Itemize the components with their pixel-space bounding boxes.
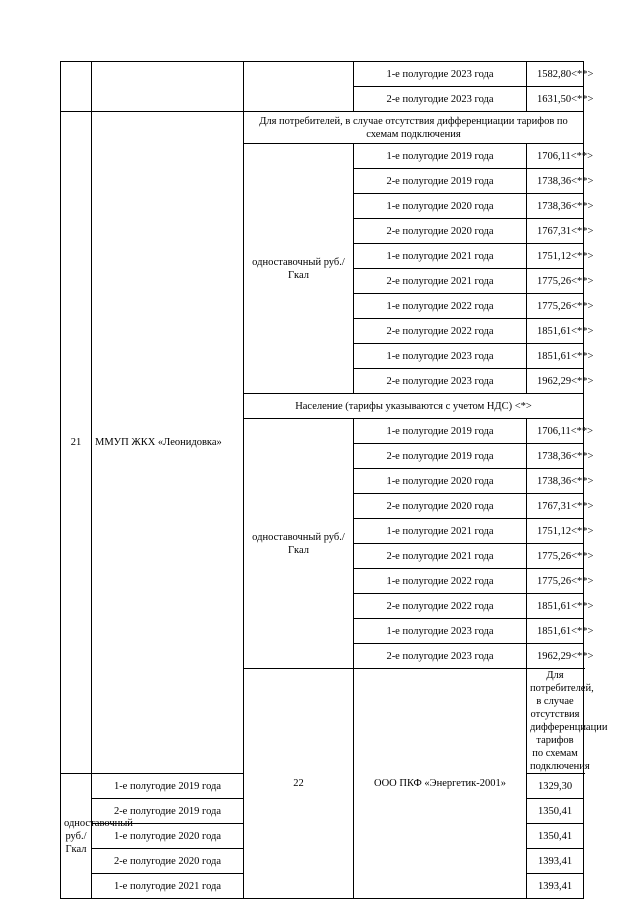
value-cell: 1962,29<**>: [527, 644, 584, 669]
value-cell: 1851,61<**>: [527, 594, 584, 619]
table-row: [61, 62, 584, 87]
prev-num-cell: [61, 62, 92, 112]
period-cell: 2-е полугодие 2020 года: [92, 849, 244, 874]
prev-name-cell: [92, 62, 244, 112]
period-cell: 2-е полугодие 2021 года: [354, 269, 527, 294]
section-header: Для потребителей, в случае отсутствия дифференциации тарифов по схемам подключения: [527, 669, 584, 774]
value-cell: 1775,26<**>: [527, 294, 584, 319]
period-cell: 1-е полугодие 2021 года: [92, 874, 244, 899]
period-cell: 2-е полугодие 2023 года: [354, 644, 527, 669]
period-cell: 1-е полугодие 2020 года: [92, 824, 244, 849]
value-cell: 1751,12<**>: [527, 519, 584, 544]
period-cell: 2-е полугодие 2020 года: [354, 494, 527, 519]
period-cell: 2-е полугодие 2019 года: [92, 799, 244, 824]
period-cell: 2-е полугодие 2020 года: [354, 219, 527, 244]
value-cell: 1962,29<**>: [527, 369, 584, 394]
period-cell: 1-е полугодие 2019 года: [354, 144, 527, 169]
period-cell: 1-е полугодие 2021 года: [354, 244, 527, 269]
tariff-type: одноставочный руб./Гкал: [244, 144, 354, 394]
tariff-type: одноставочный руб./Гкал: [61, 774, 92, 899]
org-name: ООО ПКФ «Энергетик-2001»: [354, 669, 527, 899]
value-cell: 1350,41: [527, 799, 584, 824]
period-cell: 1-е полугодие 2019 года: [92, 774, 244, 799]
period-cell: 1-е полугодие 2022 года: [354, 569, 527, 594]
section-header-row: [61, 112, 584, 144]
value-cell: 1851,61<**>: [527, 319, 584, 344]
period-cell: 1-е полугодие 2020 года: [354, 194, 527, 219]
org-number: 21: [61, 112, 92, 774]
value-cell: 1393,41: [527, 874, 584, 899]
value-cell: 1851,61<**>: [527, 619, 584, 644]
prev-tariff-cell: [244, 62, 354, 112]
period-cell: 1-е полугодие 2023 года: [354, 344, 527, 369]
value-cell: 1329,30: [527, 774, 584, 799]
period-cell: 2-е полугодие 2021 года: [354, 544, 527, 569]
tariff-table: [60, 61, 608, 899]
value-cell: 1767,31<**>: [527, 219, 584, 244]
value-cell: 1738,36<**>: [527, 444, 584, 469]
value-cell: 1350,41: [527, 824, 584, 849]
value-cell: 1775,26<**>: [527, 544, 584, 569]
value-cell: 1751,12<**>: [527, 244, 584, 269]
period-cell: 2-е полугодие 2023 года: [354, 369, 527, 394]
value-cell: 1775,26<**>: [527, 269, 584, 294]
period-cell: 2-е полугодие 2023 года: [354, 87, 527, 112]
value-cell: 1706,11<**>: [527, 419, 584, 444]
value-cell: 1775,26<**>: [527, 569, 584, 594]
period-cell: 1-е полугодие 2023 года: [354, 619, 527, 644]
value-cell: 1767,31<**>: [527, 494, 584, 519]
tariff-type: одноставочный руб./Гкал: [244, 419, 354, 669]
value-cell: 1393,41: [527, 849, 584, 874]
value-cell: 1738,36<**>: [527, 194, 584, 219]
section-header: Для потребителей, в случае отсутствия дифференциации тарифов по схемам подключения: [244, 112, 584, 144]
section-header: Население (тарифы указываются с учетом НДС) <*>: [244, 394, 584, 419]
period-cell: 2-е полугодие 2019 года: [354, 444, 527, 469]
value-cell: 1738,36<**>: [527, 169, 584, 194]
value-cell: 1851,61<**>: [527, 344, 584, 369]
value-cell: 1706,11<**>: [527, 144, 584, 169]
period-cell: 1-е полугодие 2022 года: [354, 294, 527, 319]
value-cell: 1582,80<**>: [527, 62, 584, 87]
period-cell: 1-е полугодие 2021 года: [354, 519, 527, 544]
org-number: 22: [244, 669, 354, 899]
value-cell: 1738,36<**>: [527, 469, 584, 494]
org-name: ММУП ЖКХ «Леонидовка»: [92, 112, 244, 774]
period-cell: 1-е полугодие 2023 года: [354, 62, 527, 87]
period-cell: 2-е полугодие 2019 года: [354, 169, 527, 194]
period-cell: 1-е полугодие 2020 года: [354, 469, 527, 494]
value-cell: 1631,50<**>: [527, 87, 584, 112]
period-cell: 2-е полугодие 2022 года: [354, 594, 527, 619]
period-cell: 1-е полугодие 2019 года: [354, 419, 527, 444]
period-cell: 2-е полугодие 2022 года: [354, 319, 527, 344]
